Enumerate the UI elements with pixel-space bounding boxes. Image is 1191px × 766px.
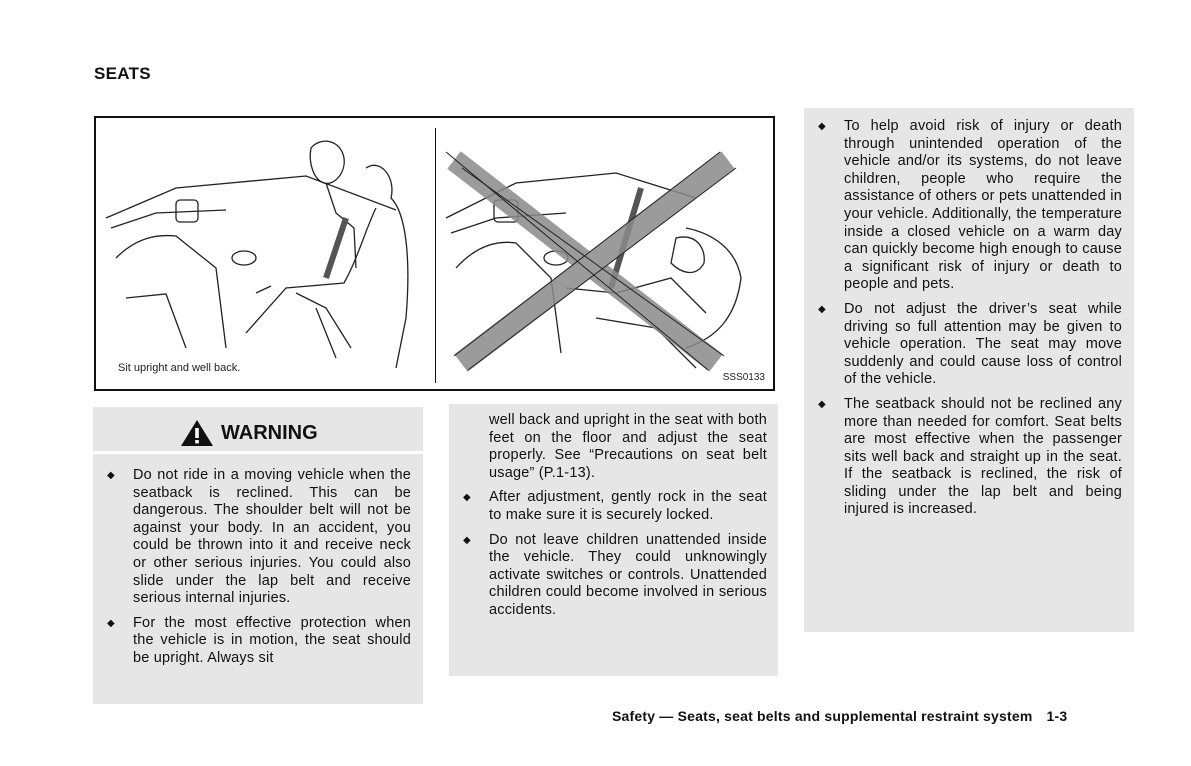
list-item: ◆ The seatback should not be reclined any more than needed for comfort. Seat belts are most effective when the passenger sits well back and straight up in the seat. If the seatback is reclined, the risk of sliding under the lap belt and being injured is increased.: [818, 395, 1122, 518]
list-item: ◆ For the most effective protection when the vehicle is in motion, the seat should be upright. Always sit: [107, 614, 411, 666]
figure-divider: [435, 128, 436, 383]
warning-panel: [93, 407, 423, 704]
right-bullet-list: [814, 118, 1122, 526]
continued-text: well back and upright in the seat with both feet on the floor and adjust the seat properly. See “Precautions on seat belt usage” (P.1-13).: [489, 412, 767, 481]
warning-label: WARNING: [221, 422, 318, 444]
figure-caption: Sit upright and well back.: [118, 362, 241, 374]
figure-code: SSS0133: [722, 372, 765, 383]
warning-triangle-icon: [179, 418, 215, 448]
warning-header: [93, 407, 423, 449]
mid-bullet-list: [459, 412, 767, 627]
list-item: ◆ To help avoid risk of injury or death through unintended operation of the vehicle and/or its systems, do not leave children, people who require the assistance of others or pets unattended in your vehicle. Additionally, the temperature inside a closed vehicle on a warm day can quickly become high enough to cause a significant risk of injury or death to people and pets.: [818, 118, 1122, 293]
bullet-icon: ◆: [463, 534, 471, 546]
bullet-icon: ◆: [818, 303, 826, 315]
left-bullet-list: [103, 467, 411, 675]
warning-panel-continued: [449, 404, 778, 676]
list-item: ◆ Do not adjust the driver’s seat while driving so full attention may be given to vehicle operation. The seat may move suddenly and could cause loss of control of the vehicle.: [818, 300, 1122, 388]
warning-divider: [93, 451, 423, 454]
list-item: ◆ After adjustment, gently rock in the seat to make sure it is securely locked.: [463, 489, 767, 523]
bullet-icon: ◆: [107, 617, 115, 629]
page-number: 1-3: [1046, 708, 1068, 724]
section-title: SEATS: [94, 64, 151, 83]
list-item: ◆ Do not ride in a moving vehicle when the seatback is reclined. This can be dangerous. The shoulder belt will not be against your body. In an accident, you could be thrown into it and receive neck or other serious injuries. You could also slide under the lap belt and receive serious internal injuries.: [107, 467, 411, 607]
warning-panel-right: [804, 108, 1134, 632]
page-footer: [612, 708, 1067, 724]
bullet-icon: ◆: [818, 398, 826, 410]
bullet-icon: ◆: [463, 492, 471, 504]
list-item: ◆ Do not leave children unattended inside the vehicle. They could unknowingly activate switches or controls. Unattended children could become involved in serious accidents.: [463, 531, 767, 618]
bullet-icon: ◆: [107, 470, 115, 481]
seating-illustration: [94, 116, 775, 391]
bullet-icon: ◆: [818, 121, 826, 132]
footer-text: Safety — Seats, seat belts and supplemental restraint system: [612, 708, 1033, 724]
